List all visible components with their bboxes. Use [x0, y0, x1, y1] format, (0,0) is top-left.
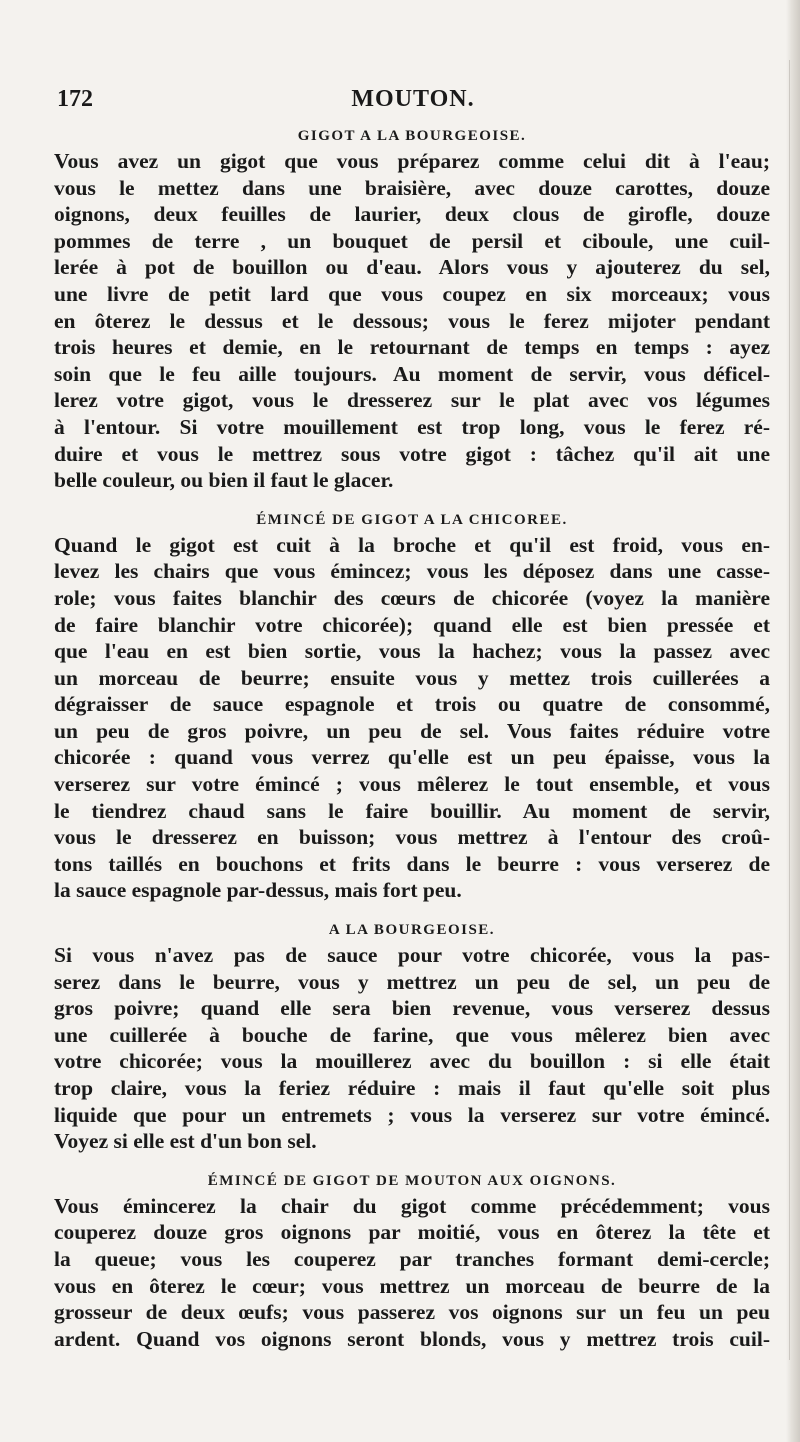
- paragraph-a-la-bourgeoise: [54, 942, 770, 1155]
- text-line: vous le mettez dans une braisière, avec douze carottes, douze: [54, 175, 770, 200]
- text-line: en ôterez le dessus et le dessous; vous le ferez mijoter pendant: [54, 308, 770, 333]
- text-line: à l'entour. Si votre mouillement est trop long, vous le ferez ré-: [54, 414, 770, 439]
- text-line: lerez votre gigot, vous le dresserez sur le plat avec vos légumes: [54, 388, 770, 413]
- text-line: ardent. Quand vos oignons seront blonds, vous y mettrez trois cuil-: [54, 1326, 770, 1351]
- page-edge-line: [789, 60, 790, 1360]
- text-line: de faire blanchir votre chicorée); quand elle est bien pressée et: [54, 612, 770, 637]
- text-line: levez les chairs que vous émincez; vous les déposez dans une casse-: [54, 559, 770, 584]
- text-line: trois heures et demie, en le retournant de temps en temps : ayez: [54, 335, 770, 360]
- text-line: duire et vous le mettrez sous votre gigot : tâchez qu'il ait une: [54, 441, 770, 466]
- text-line: Quand le gigot est cuit à la broche et qu'il est froid, vous en-: [54, 532, 770, 557]
- text-line: verserez sur votre émincé ; vous mêlerez le tout ensemble, et vous: [54, 772, 770, 797]
- running-title: MOUTON.: [351, 86, 475, 112]
- text-line: Voyez si elle est d'un bon sel.: [54, 1129, 317, 1154]
- text-line: la sauce espagnole par-dessus, mais fort peu.: [54, 878, 462, 903]
- text-line: tons taillés en bouchons et frits dans le beurre : vous verserez de: [54, 851, 770, 876]
- text-line: un morceau de beurre; ensuite vous y mettez trois cuillerées a: [54, 665, 770, 690]
- text-line: trop claire, vous la feriez réduire : mais il faut qu'elle soit plus: [54, 1076, 770, 1100]
- text-line: un peu de gros poivre, un peu de sel. Vous faites réduire votre: [54, 718, 770, 743]
- section-heading-a-la-bourgeoise: A LA BOURGEOISE.: [328, 922, 496, 939]
- page-number: 172: [57, 86, 93, 112]
- text-line: chicorée : quand vous verrez qu'elle est un peu épaisse, vous la: [54, 745, 770, 770]
- text-line: vous le dresserez en buisson; vous mettrez à l'entour des croû-: [54, 825, 770, 850]
- text-line: dégraisser de sauce espagnole et trois ou quatre de consommé,: [54, 692, 770, 717]
- text-line: Vous émincerez la chair du gigot comme précédemment; vous: [54, 1193, 770, 1218]
- text-line: une cuillerée à bouche de farine, que vous mêlerez bien avec: [54, 1022, 770, 1047]
- text-line: une livre de petit lard que vous coupez en six morceaux; vous: [54, 281, 770, 306]
- section-heading-gigot-bourgeoise: GIGOT A LA BOURGEOISE.: [297, 128, 527, 144]
- text-line: belle couleur, ou bien il faut le glacer.: [54, 468, 394, 493]
- text-line: vous en ôterez le cœur; vous mettrez un morceau de beurre de la: [54, 1273, 770, 1298]
- running-head: [57, 86, 769, 116]
- section-heading-emince-chicoree: ÉMINCÉ DE GIGOT A LA CHICOREE.: [256, 511, 568, 528]
- paragraph-emince-chicoree: [54, 532, 770, 904]
- text-line: votre chicorée; vous la mouillerez avec du bouillon : si elle était: [54, 1049, 770, 1074]
- paragraph-gigot-bourgeoise: [54, 148, 770, 494]
- text-line: serez dans le beurre, vous y mettrez un peu de sel, un peu de: [54, 969, 770, 994]
- page-body: [54, 118, 770, 1362]
- text-line: Vous avez un gigot que vous préparez comme celui dit à l'eau;: [54, 149, 770, 173]
- text-line: que l'eau en est bien sortie, vous la hachez; vous la passez avec: [54, 639, 770, 664]
- text-line: le tiendrez chaud sans le faire bouillir. Au moment de servir,: [54, 798, 770, 823]
- paragraph-emince-oignons: [54, 1193, 770, 1353]
- text-line: lerée à pot de bouillon ou d'eau. Alors vous y ajouterez du sel,: [54, 255, 770, 280]
- text-line: grosseur de deux œufs; vous passerez vos oignons sur un feu un peu: [54, 1300, 770, 1325]
- text-line: oignons, deux feuilles de laurier, deux clous de girofle, douze: [54, 202, 770, 227]
- text-line: soin que le feu aille toujours. Au moment de servir, vous déficel-: [54, 361, 770, 386]
- text-line: la queue; vous les couperez par tranches formant demi-cercle;: [54, 1246, 770, 1271]
- text-line: gros poivre; quand elle sera bien revenue, vous verserez dessus: [54, 996, 770, 1021]
- section-heading-emince-oignons: ÉMINCÉ DE GIGOT DE MOUTON AUX OIGNONS.: [207, 1172, 617, 1189]
- text-line: liquide que pour un entremets ; vous la verserez sur votre émincé.: [54, 1102, 770, 1127]
- text-line: Si vous n'avez pas de sauce pour votre chicorée, vous la pas-: [54, 943, 770, 968]
- text-line: role; vous faites blanchir des cœurs de chicorée (voyez la manière: [54, 585, 770, 610]
- text-line: pommes de terre , un bouquet de persil et ciboule, une cuil-: [54, 228, 770, 253]
- text-line: couperez douze gros oignons par moitié, vous en ôterez la tête et: [54, 1220, 770, 1245]
